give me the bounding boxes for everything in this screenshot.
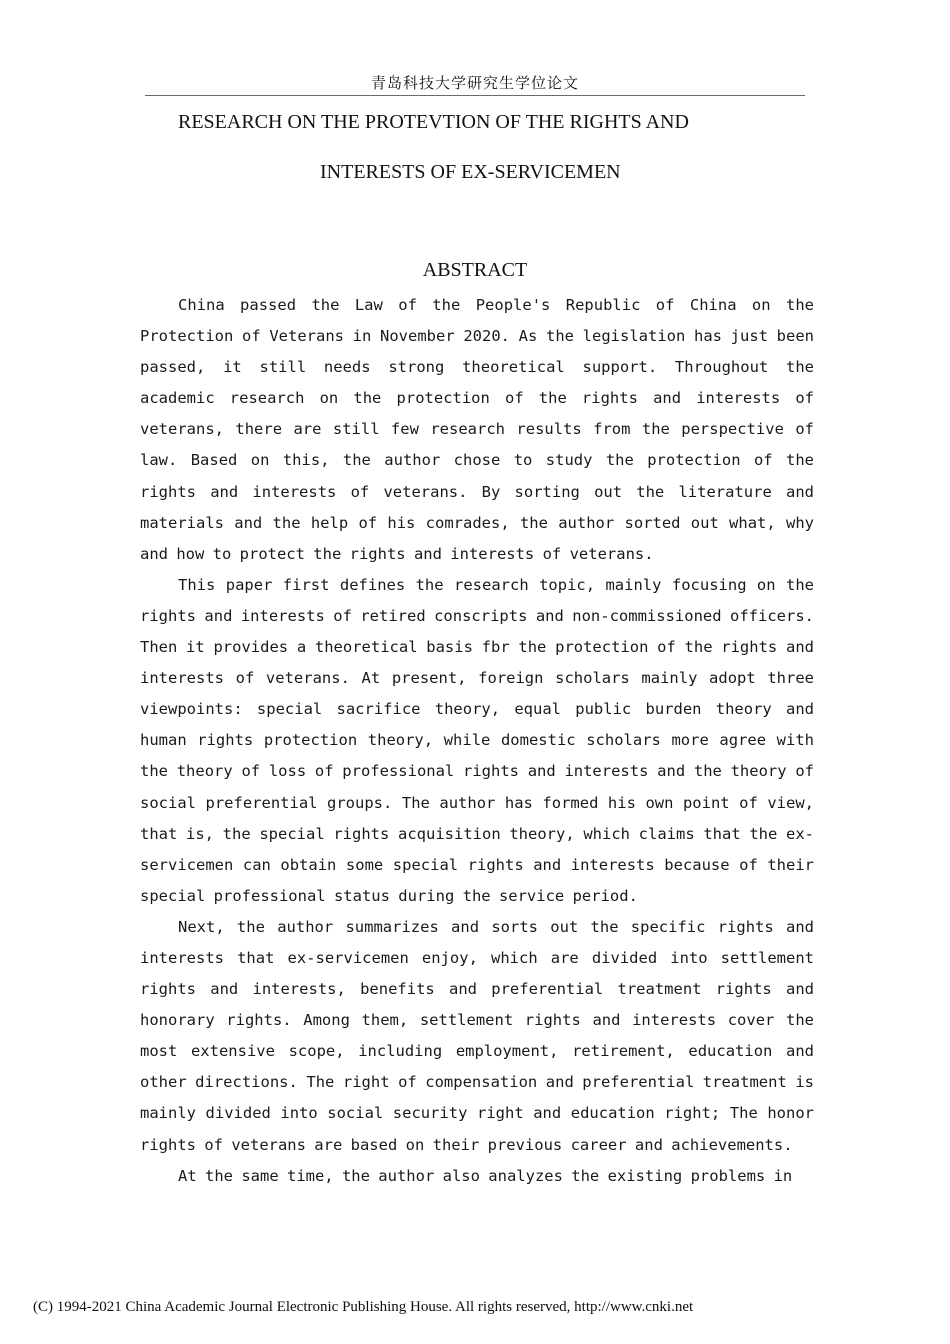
abstract-heading: ABSTRACT: [422, 259, 528, 281]
abstract-body: [140, 290, 814, 1192]
abstract-paragraph-3: Next, the author summarizes and sorts out the specific rights and interests that ex-servicemen enjoy, which are divided into settlement rights and interests, benefits and preferential treatment rights and honorary rights. Among them, settlement rights and interests cover the most extensive scope, including employment, retirement, education and other directions. The right of compensation and preferential treatment is mainly divided into social security right and education right; The honor rights of veterans are based on their previous career and achievements.: [140, 917, 814, 1154]
title-line-1: RESEARCH ON THE PROTEVTION OF THE RIGHTS AND: [178, 111, 689, 133]
title-line-2: INTERESTS OF EX-SERVICEMEN: [320, 161, 621, 183]
copyright-footer: (C) 1994-2021 China Academic Journal Electronic Publishing House. All rights reserved, http://www.cnki.net: [33, 1299, 694, 1315]
abstract-paragraph-2: This paper first defines the research topic, mainly focusing on the rights and interests of retired conscripts and non-commissioned officers. Then it provides a theoretical basis fbr the protection of the rights and interests of veterans. At present, foreign scholars mainly adopt three viewpoints: special sacrifice theory, equal public burden theory and human rights protection theory, while domestic scholars more agree with the theory of loss of professional rights and interests and the theory of social preferential groups. The author has formed his own point of view, that is, the special rights acquisition theory, which claims that the ex-servicemen can obtain some special rights and interests because of their special professional status during the service period.: [140, 575, 814, 905]
abstract-paragraph-1: China passed the Law of the People's Republic of China on the Protection of Veterans in November 2020. As the legislation has just been passed, it still needs strong theoretical support. Throughout the academic research on the protection of the rights and interests of veterans, there are still few research results from the perspective of law. Based on this, the author chose to study the protection of the rights and interests of veterans. By sorting out the literature and materials and the help of his comrades, the author sorted out what, why and how to protect the rights and interests of veterans.: [140, 296, 814, 563]
running-header: 青岛科技大学研究生学位论文: [370, 74, 579, 92]
abstract-paragraph-4: At the same time, the author also analyzes the existing problems in: [178, 1166, 793, 1185]
header-rule: [145, 95, 805, 96]
